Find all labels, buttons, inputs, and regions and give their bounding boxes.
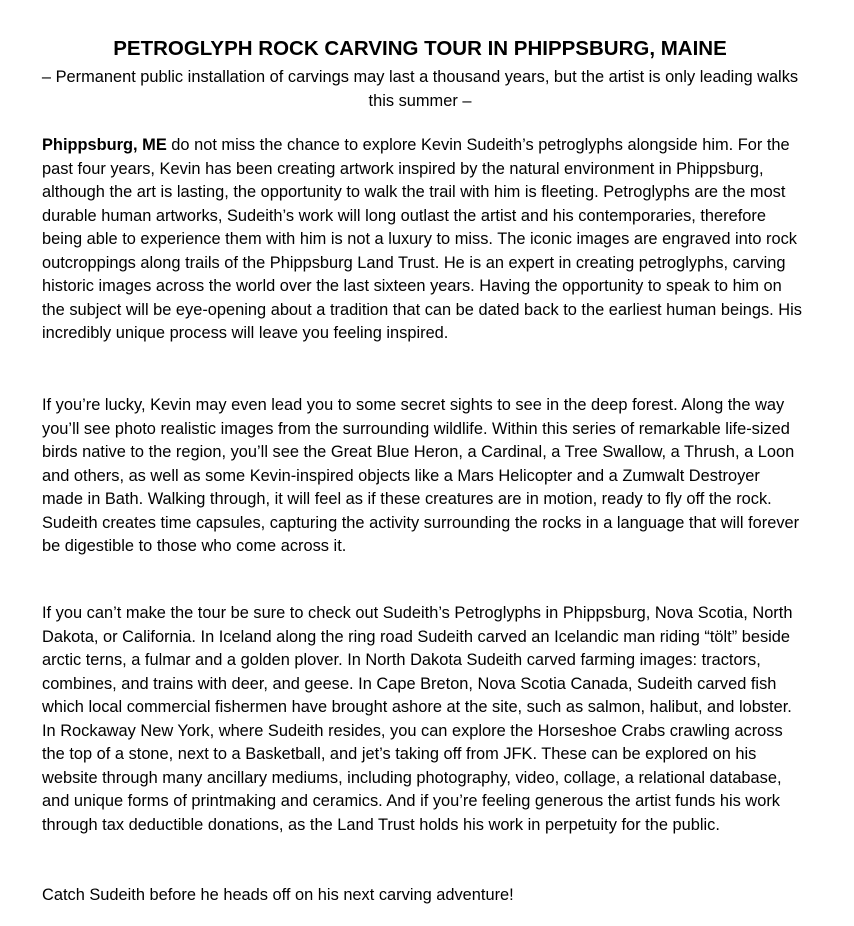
page-title: PETROGLYPH ROCK CARVING TOUR IN PHIPPSBURG, MAINE [113, 37, 727, 60]
closing-line: Catch Sudeith before he heads off on his next carving adventure! [42, 886, 514, 904]
body-paragraph-1 [42, 134, 802, 346]
dateline: Phippsburg, ME [42, 136, 167, 154]
paragraph-1-text: do not miss the chance to explore Kevin Sudeith’s petroglyphs alongside him. For the past four years, Kevin has been creating artwork inspired by the natural environment in Phippsburg, although the art is lasting, the opportunity to walk the trail with him is fleeting. Petroglyphs are the most durable human artworks, Sudeith’s work will long outlast the artist and his contemporaries, therefore being able to experience them with him is not a luxury to miss. The iconic images are engraved into rock outcroppings along trails of the Phippsburg Land Trust. He is an expert in creating petroglyphs, carving historic images across the world over the last sixteen years. Having the opportunity to speak to him on the subject will be eye-opening about a tradition that can be dated back to the earliest human beings. His incredibly unique process will leave you feeling inspired. [42, 136, 802, 342]
body-paragraph-3: If you can’t make the tour be sure to check out Sudeith’s Petroglyphs in Phippsburg, Nova Scotia, North Dakota, or California. In Iceland along the ring road Sudeith carved an Icelandic man riding “tölt” beside arctic terns, a fulmar and a golden plover. In North Dakota Sudeith carved farming images: tractors, combines, and trains with deer, and geese. In Cape Breton, Nova Scotia Canada, Sudeith carved fish which local commercial fishermen have brought ashore at the site, such as salmon, halibut, and lobster. In Rockaway New York, where Sudeith resides, you can explore the Horseshoe Crabs crawling across the top of a stone, next to a Basketball, and jet’s taking off from JFK. These can be explored on his website through many ancillary mediums, including photography, video, collage, a relational database, and unique forms of printmaking and ceramics. And if you’re feeling generous the artist funds his work through tax deductible donations, as the Land Trust holds his work in perpetuity for the public. [42, 604, 793, 834]
body-paragraph-2: If you’re lucky, Kevin may even lead you to some secret sights to see in the deep forest. Along the way you’ll see photo realistic images from the surrounding wildlife. Within this series of remarkable life-sized birds native to the region, you’ll see the Great Blue Heron, a Cardinal, a Tree Swallow, a Thrush, a Loon and others, as well as some Kevin-inspired objects like a Mars Helicopter and a Zumwalt Destroyer made in Bath. Walking through, it will feel as if these creatures are in motion, ready to fly off the rock. Sudeith creates time capsules, capturing the activity surrounding the rocks in a language that will forever be digestible to those who come across it. [42, 396, 800, 555]
page-subtitle: – Permanent public installation of carvings may last a thousand years, but the artist is only leading walks this summer – [41, 68, 799, 110]
